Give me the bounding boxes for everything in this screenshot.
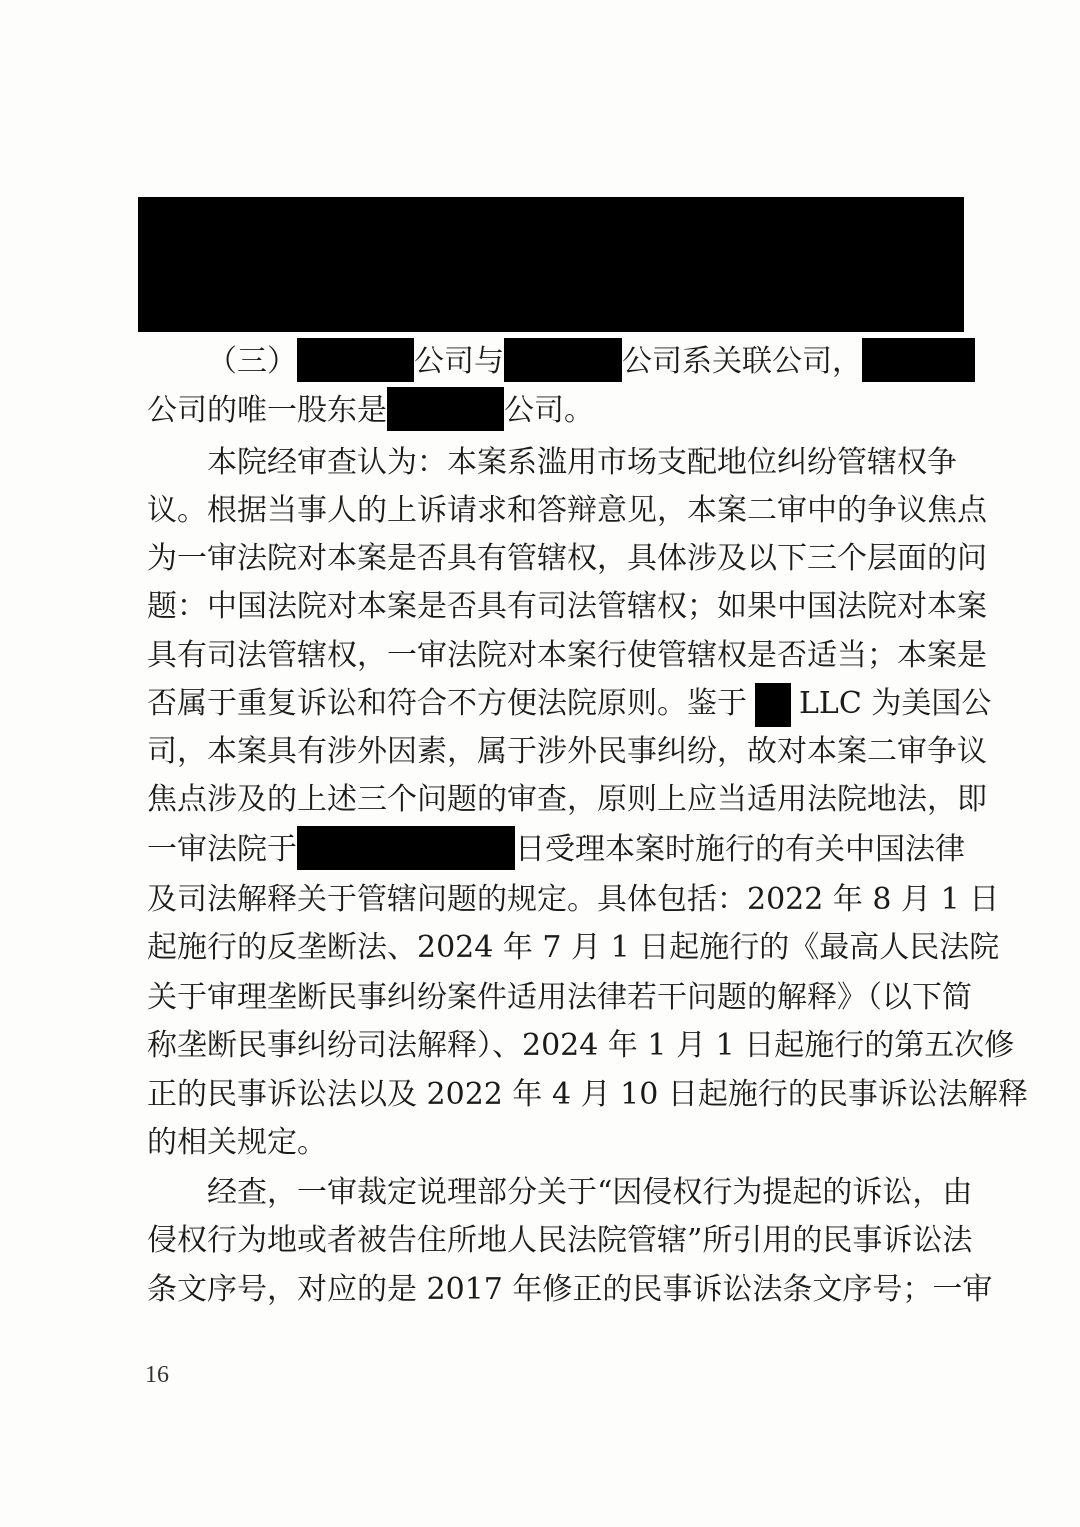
redaction-block — [387, 387, 504, 431]
text-line: 具有司法管辖权，一审法院对本案行使管辖权是否适当；本案是 — [147, 638, 987, 673]
text-line: 题：中国法院对本案是否具有司法管辖权；如果中国法院对本案 — [147, 589, 987, 624]
redaction-block — [297, 826, 515, 870]
text-line: 的相关规定。 — [147, 1125, 327, 1160]
redaction-block — [862, 338, 975, 382]
text-line: 公司的唯一股东是 公司。 — [147, 385, 944, 437]
text-line: （三） 公司与 公司系关联公司， — [207, 336, 944, 388]
text-line: 正的民事诉讼法以及 2022 年 4 月 10 日起施行的民事诉讼法解释 — [147, 1077, 1028, 1112]
text-line: 及司法解释关于管辖问题的规定。具体包括：2022 年 8 月 1 日 — [147, 882, 1000, 917]
text-line: 否属于重复诉讼和符合不方便法院原则。鉴于 LLC 为美国公 — [147, 678, 944, 730]
text-line: 经查，一审裁定说理部分关于“因侵权行为提起的诉讼，由 — [207, 1175, 973, 1210]
text-line: 本院经审查认为：本案系滥用市场支配地位纠纷管辖权争 — [207, 445, 957, 480]
text-line: 起施行的反垄断法、2024 年 7 月 1 日起施行的《最高人民法院 — [147, 930, 1000, 965]
text-line: 条文序号，对应的是 2017 年修正的民事诉讼法条文序号；一审 — [147, 1272, 993, 1307]
redaction-block — [755, 683, 791, 727]
text-line: 侵权行为地或者被告住所地人民法院管辖”所引用的民事诉讼法 — [147, 1223, 973, 1258]
text-line: 司，本案具有涉外因素，属于涉外民事纠纷，故对本案二审争议 — [147, 734, 987, 769]
text-line: 焦点涉及的上述三个问题的审查，原则上应当适用法院地法，即 — [147, 782, 987, 817]
redaction-block — [297, 338, 414, 382]
text-line: 为一审法院对本案是否具有管辖权，具体涉及以下三个层面的问 — [147, 541, 987, 576]
text-line: 一审法院于 日受理本案时施行的有关中国法律 — [147, 824, 944, 876]
redaction-block — [504, 338, 622, 382]
text-line: 称垄断民事纠纷司法解释）、2024 年 1 月 1 日起施行的第五次修 — [147, 1028, 1015, 1063]
page-number: 16 — [145, 1362, 169, 1388]
redaction-block-header — [138, 197, 964, 332]
text-line: 议。根据当事人的上诉请求和答辩意见，本案二审中的争议焦点 — [147, 493, 987, 528]
text-line: 关于审理垄断民事纠纷案件适用法律若干问题的解释》（以下简 — [147, 980, 972, 1015]
